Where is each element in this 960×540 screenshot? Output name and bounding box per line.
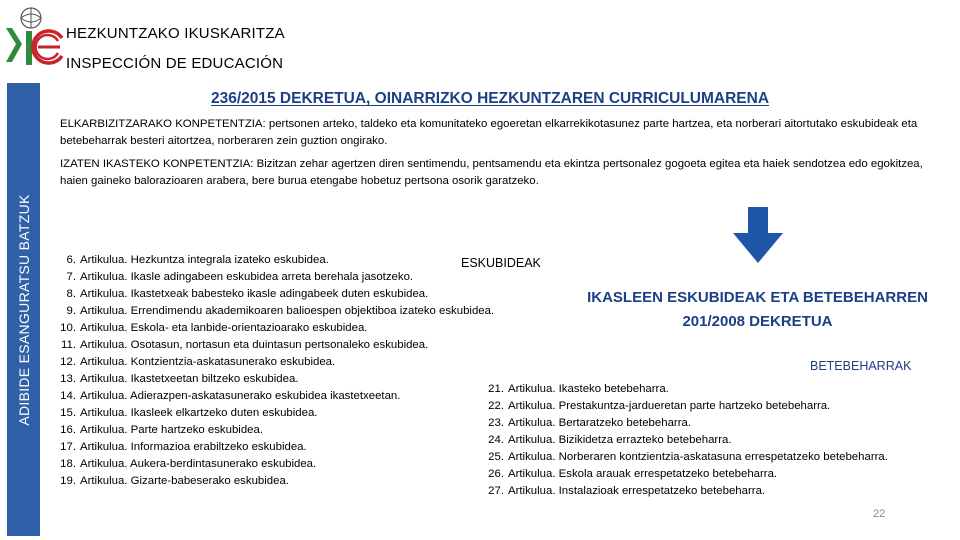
eskubidea-number: 17. <box>60 441 76 453</box>
ikasleen-decree-title: IKASLEEN ESKUBIDEAK ETA BETEBEHARREN 201/2008 DEKRETUA <box>587 289 928 330</box>
betebeharrak-heading: BETEBEHARRAK <box>810 359 912 373</box>
eskubidea-number: 13. <box>60 373 76 385</box>
eskubidea-number: 18. <box>60 458 76 470</box>
betebeharra-number: 27. <box>488 485 504 497</box>
eskubidea-text: Artikulua. Eskola- eta lanbide-orientazioarako eskubidea. <box>80 322 368 334</box>
betebeharra-number: 23. <box>488 417 504 429</box>
eskubidea-text: Artikulua. Kontzientzia-askatasunerako eskubidea. <box>80 356 336 368</box>
eskubidea-item <box>54 286 574 303</box>
eskubidea-text: Artikulua. Parte hartzeko eskubidea. <box>80 424 263 436</box>
eskubidea-item <box>54 269 574 286</box>
betebeharra-item <box>482 449 952 466</box>
eskubidea-item <box>54 337 574 354</box>
arrow-down-icon <box>733 207 783 263</box>
org-name-basque: HEZKUNTZAKO IKUSKARITZA <box>66 25 285 42</box>
betebeharra-item <box>482 381 952 398</box>
betebeharra-number: 26. <box>488 468 504 480</box>
eskubidea-number: 8. <box>66 288 76 300</box>
eskubidea-item <box>54 303 574 320</box>
paragraph-elkarbizitza: ELKARBIZITZARAKO KONPETENTZIA: pertsonen arteko, taldeko eta komunitateko egoeretan elkarrekikotasunez parte hartzea, eta norberari aitortutako eskubideak eta betebeharrak besteri aitortzea, norberaren zein guztion ongirako. <box>60 118 918 147</box>
betebeharra-text: Artikulua. Ikasteko betebeharra. <box>508 383 669 395</box>
ikuskaritza-logo-icon <box>2 4 66 70</box>
eskubidea-number: 16. <box>60 424 76 436</box>
betebeharra-item <box>482 466 952 483</box>
eskubidea-number: 15. <box>60 407 76 419</box>
eskubidea-text: Artikulua. Ikastetxeak babesteko ikasle adingabeek duten eskubidea. <box>80 288 429 300</box>
eskubidea-number: 6. <box>66 254 76 266</box>
eskubidea-text: Artikulua. Ikastetxeetan biltzeko eskubidea. <box>80 373 299 385</box>
eskubidea-number: 11. <box>61 339 76 351</box>
betebeharra-text: Artikulua. Prestakuntza-jardueretan parte hartzeko betebeharra. <box>508 400 831 412</box>
sidebar-label: ADIBIDE ESANGURATSU BATZUK <box>15 193 32 426</box>
betebeharrak-list <box>482 381 952 500</box>
eskubidea-item <box>54 354 574 371</box>
betebeharra-number: 24. <box>488 434 504 446</box>
eskubidea-text: Artikulua. Aukera-berdintasunerako eskubidea. <box>80 458 317 470</box>
betebeharra-text: Artikulua. Bizikidetza errazteko betebeharra. <box>508 434 732 446</box>
eskubidea-text: Artikulua. Ikasleek elkartzeko duten eskubidea. <box>80 407 318 419</box>
betebeharra-number: 21. <box>488 383 504 395</box>
eskubideak-heading: ESKUBIDEAK <box>461 256 541 270</box>
betebeharra-number: 25. <box>488 451 504 463</box>
eskubidea-text: Artikulua. Adierazpen-askatasunerako eskubidea ikastetxeetan. <box>80 390 401 402</box>
betebeharra-item <box>482 398 952 415</box>
eskubidea-item <box>54 320 574 337</box>
betebeharra-text: Artikulua. Instalazioak errespetatzeko betebeharra. <box>508 485 766 497</box>
eskubidea-number: 19. <box>60 475 76 487</box>
page-title: 236/2015 DEKRETUA, OINARRIZKO HEZKUNTZAREN CURRICULUMARENA <box>210 90 770 107</box>
eskubidea-text: Artikulua. Gizarte-babeserako eskubidea. <box>80 475 289 487</box>
eskubidea-number: 7. <box>66 271 76 283</box>
eskubidea-text: Artikulua. Errendimendu akademikoaren balioespen objektiboa izateko eskubidea. <box>80 305 495 317</box>
betebeharra-text: Artikulua. Eskola arauak errespetatzeko betebeharra. <box>508 468 778 480</box>
eskubidea-number: 12. <box>60 356 76 368</box>
eskubidea-number: 14. <box>60 390 76 402</box>
paragraph-izaten-ikasteko: IZATEN IKASTEKO KONPETENTZIA: Bizitzan zehar agertzen diren sentimendu, pentsamendu eta ekintza pertsonalez gogoeta egitea eta haiek sendotzea edo egokitzea, haien gaineko balorazioaren arabera, bere burua etengabe hobetuz pertsona osorik garatzeko. <box>60 158 923 187</box>
eskubidea-number: 9. <box>66 305 76 317</box>
org-name-spanish: INSPECCIÓN DE EDUCACIÓN <box>66 55 284 72</box>
betebeharra-number: 22. <box>488 400 504 412</box>
sidebar-banner <box>7 83 40 536</box>
eskubidea-text: Artikulua. Osotasun, nortasun eta duintasun pertsonaleko eskubidea. <box>80 339 429 351</box>
eskubidea-item <box>54 252 574 269</box>
betebeharra-item <box>482 415 952 432</box>
betebeharra-item <box>482 432 952 449</box>
eskubidea-text: Artikulua. Ikasle adingabeen eskubidea arreta berehala jasotzeko. <box>80 271 414 283</box>
betebeharra-item <box>482 483 952 500</box>
betebeharra-text: Artikulua. Norberaren kontzientzia-askatasuna errespetatzeko betebeharra. <box>508 451 888 463</box>
eskubidea-text: Artikulua. Informazioa erabiltzeko eskubidea. <box>80 441 307 453</box>
eskubidea-text: Artikulua. Hezkuntza integrala izateko eskubidea. <box>80 254 329 266</box>
page-number: 22 <box>873 508 886 520</box>
eskubidea-number: 10. <box>60 322 76 334</box>
betebeharra-text: Artikulua. Bertaratzeko betebeharra. <box>508 417 691 429</box>
